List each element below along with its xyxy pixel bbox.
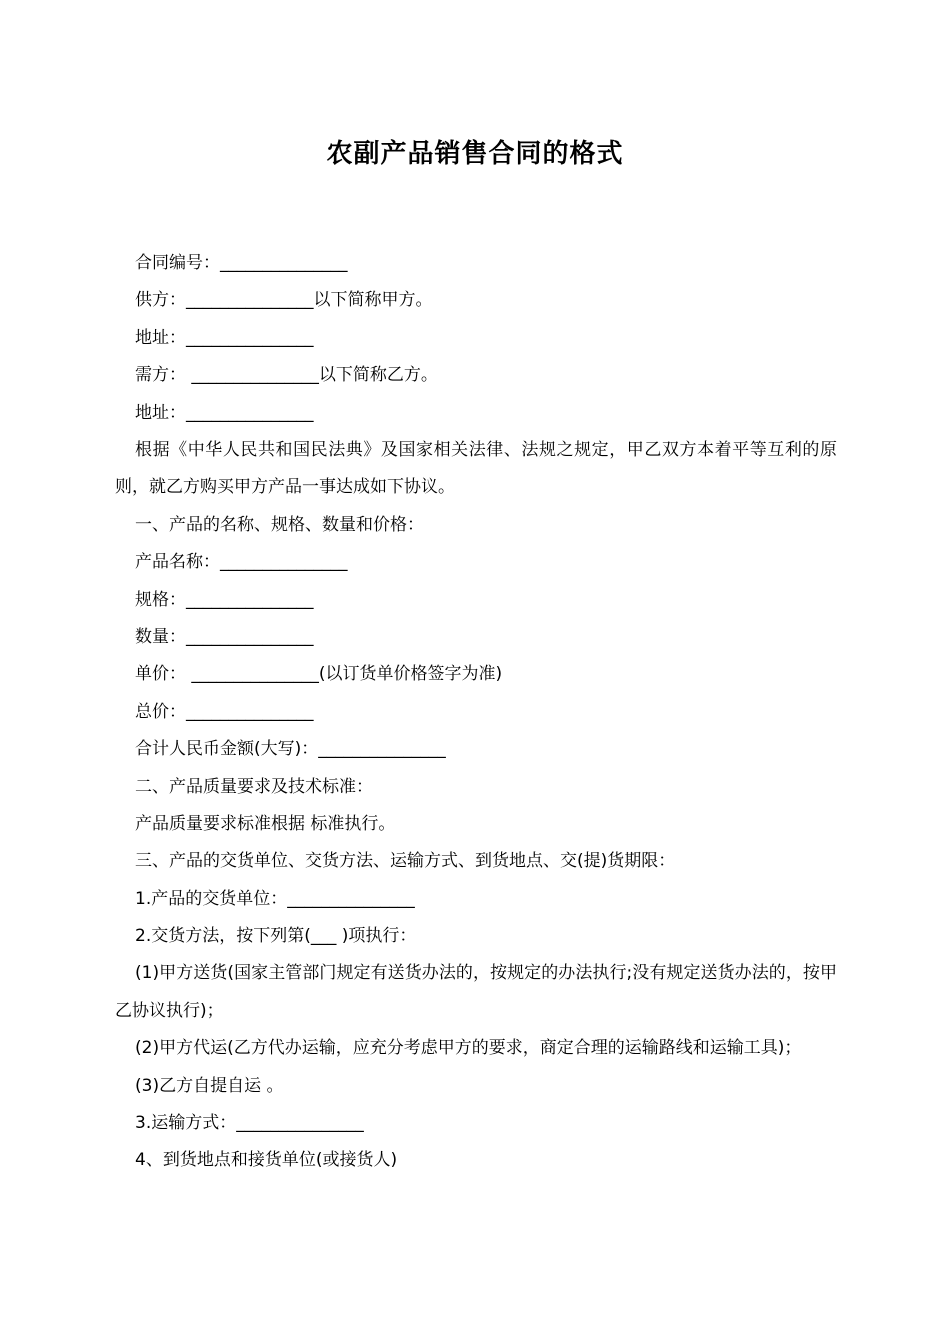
- delivery-option-1: (1)甲方送货(国家主管部门规定有送货办法的，按规定的办法执行;没有规定送货办法的，按甲乙协议执行)；: [115, 963, 837, 1021]
- destination-line: 4、到货地点和接货单位(或接货人): [135, 1150, 398, 1171]
- section-heading-product: 一、产品的名称、规格、数量和价格：: [135, 514, 424, 535]
- supplier-line: 供方：_______________以下简称甲方。: [135, 290, 433, 311]
- delivery-method-line: 2.交货方法，按下列第(___ )项执行：: [135, 926, 417, 947]
- spec-line: 规格：_______________: [135, 589, 314, 610]
- document-body: [115, 245, 837, 1180]
- section-heading-quality: 二、产品质量要求及技术标准：: [135, 776, 373, 797]
- quantity-line: 数量：_______________: [135, 626, 314, 647]
- delivery-option-3: (3)乙方自提自运 。: [135, 1075, 284, 1096]
- total-rmb-line: 合计人民币金额(大写)：_______________: [135, 739, 446, 760]
- buyer-line: 需方： _______________以下简称乙方。: [135, 365, 438, 386]
- buyer-address-line: 地址：_______________: [135, 402, 314, 423]
- transport-method-line: 3.运输方式：_______________: [135, 1113, 364, 1134]
- section-heading-delivery: 三、产品的交货单位、交货方法、运输方式、到货地点、交(提)货期限：: [135, 851, 676, 872]
- quality-standard-line: 产品质量要求标准根据 标准执行。: [135, 813, 396, 834]
- product-name-line: 产品名称：_______________: [135, 552, 348, 573]
- unit-price-line: 单价： _______________(以订货单价格签字为准): [135, 664, 503, 685]
- contract-number-line: 合同编号：_______________: [135, 253, 348, 273]
- supplier-address-line: 地址：_______________: [135, 327, 314, 348]
- document-title: 农副产品销售合同的格式: [326, 139, 624, 169]
- delivery-unit-line: 1.产品的交货单位：_______________: [135, 888, 415, 909]
- preamble-paragraph: 根据《中华人民共和国民法典》及国家相关法律、法规之规定，甲乙双方本着平等互利的原则，就乙方购买甲方产品一事达成如下协议。: [115, 439, 837, 498]
- total-price-line: 总价：_______________: [135, 701, 314, 722]
- delivery-option-2: (2)甲方代运(乙方代办运输，应充分考虑甲方的要求，商定合理的运输路线和运输工具)；: [135, 1038, 802, 1059]
